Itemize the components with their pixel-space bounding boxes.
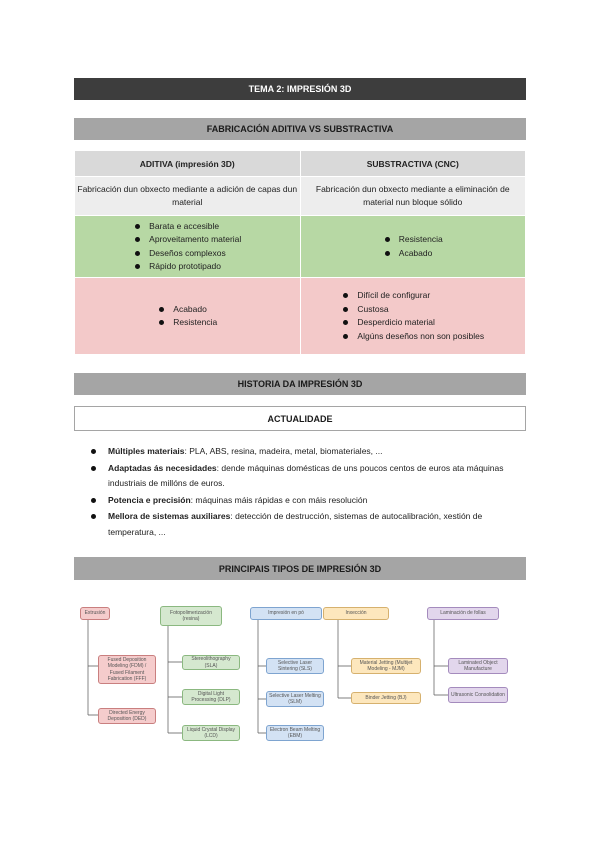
node-extrusion: Extrusión [80,607,110,620]
node-photopolymer: Fotopolimerización (resina) [160,606,222,626]
list-item: Difícil de configurar [341,289,484,303]
node-lamination: Laminación de follas [427,607,499,620]
list-item: Resistencia [157,316,217,330]
node-dlp: Digital Light Processing (DLP) [182,689,240,705]
list-item: Barata e accesible [133,220,241,234]
node-mjm: Material Jetting (Multijet Modeling - MJM) [351,658,421,674]
actualidade-title: ACTUALIDADE [74,406,526,431]
node-bj: Binder Jetting (BJ) [351,692,421,704]
list-item: Potencia e precisión: máquinas máis rápidas e con máis resolución [88,493,528,509]
list-item: Aproveitamento material [133,233,241,247]
node-lom: Laminated Object Manufacture [448,658,508,674]
pros-substractiva [300,216,526,278]
list-item: Mellora de sistemas auxiliares: detección de destrucción, sistemas de autocalibración, xestión de temperatura, ... [88,509,528,540]
node-lcd: Liquid Crystal Display (LCD) [182,725,240,741]
node-ebm: Electron Beam Melting (EBM) [266,725,324,741]
cons-substractiva-list [341,289,484,343]
types-diagram [0,595,600,755]
actualidade-list [88,444,528,541]
node-sls: Selective Laser Sintering (SLS) [266,658,324,674]
list-item: Múltiples materiais: PLA, ABS, resina, madeira, metal, biomateriales, ... [88,444,528,460]
list-item: Rápido prototipado [133,260,241,274]
cons-aditiva-list [157,303,217,330]
node-jetting: Inxección [323,607,389,620]
pros-substractiva-list [383,233,443,260]
comparison-title: FABRICACIÓN ADITIVA VS SUBSTRACTIVA [74,118,526,140]
cons-substractiva [300,278,526,355]
history-title: HISTORIA DA IMPRESIÓN 3D [74,373,526,395]
node-fdm: Fused Deposition Modeling (FDM) / Fused Filament Fabrication (FFF) [98,655,156,684]
node-slm: Selective Laser Melting (SLM) [266,691,324,707]
list-item: Algúns deseños non son posibles [341,330,484,344]
comparison-table [74,150,526,355]
list-item: Deseños complexos [133,247,241,261]
col-header-substractiva: SUBSTRACTIVA (CNC) [300,151,526,177]
list-item: Desperdicio material [341,316,484,330]
desc-substractiva: Fabricación dun obxecto mediante a eliminación de material nun bloque sólido [300,177,526,216]
list-item: Acabado [383,247,443,261]
node-sla: Stereolithography (SLA) [182,655,240,670]
cons-aditiva [75,278,301,355]
pros-aditiva [75,216,301,278]
node-powder: Impresión en pó [250,607,322,620]
node-ded: Directed Energy Deposition (DED) [98,708,156,724]
list-item: Resistencia [383,233,443,247]
list-item: Adaptadas ás necesidades: dende máquinas domésticas de uns poucos centos de euros ata máquinas industriais de millóns de euros. [88,461,528,492]
page-title: TEMA 2: IMPRESIÓN 3D [74,78,526,100]
list-item: Acabado [157,303,217,317]
list-item: Custosa [341,303,484,317]
desc-aditiva: Fabricación dun obxecto mediante a adición de capas dun material [75,177,301,216]
col-header-aditiva: ADITIVA (impresión 3D) [75,151,301,177]
node-uc: Ultrasonic Consolidation [448,687,508,703]
pros-aditiva-list [133,220,241,274]
types-title: PRINCIPAIS TIPOS DE IMPRESIÓN 3D [74,557,526,580]
